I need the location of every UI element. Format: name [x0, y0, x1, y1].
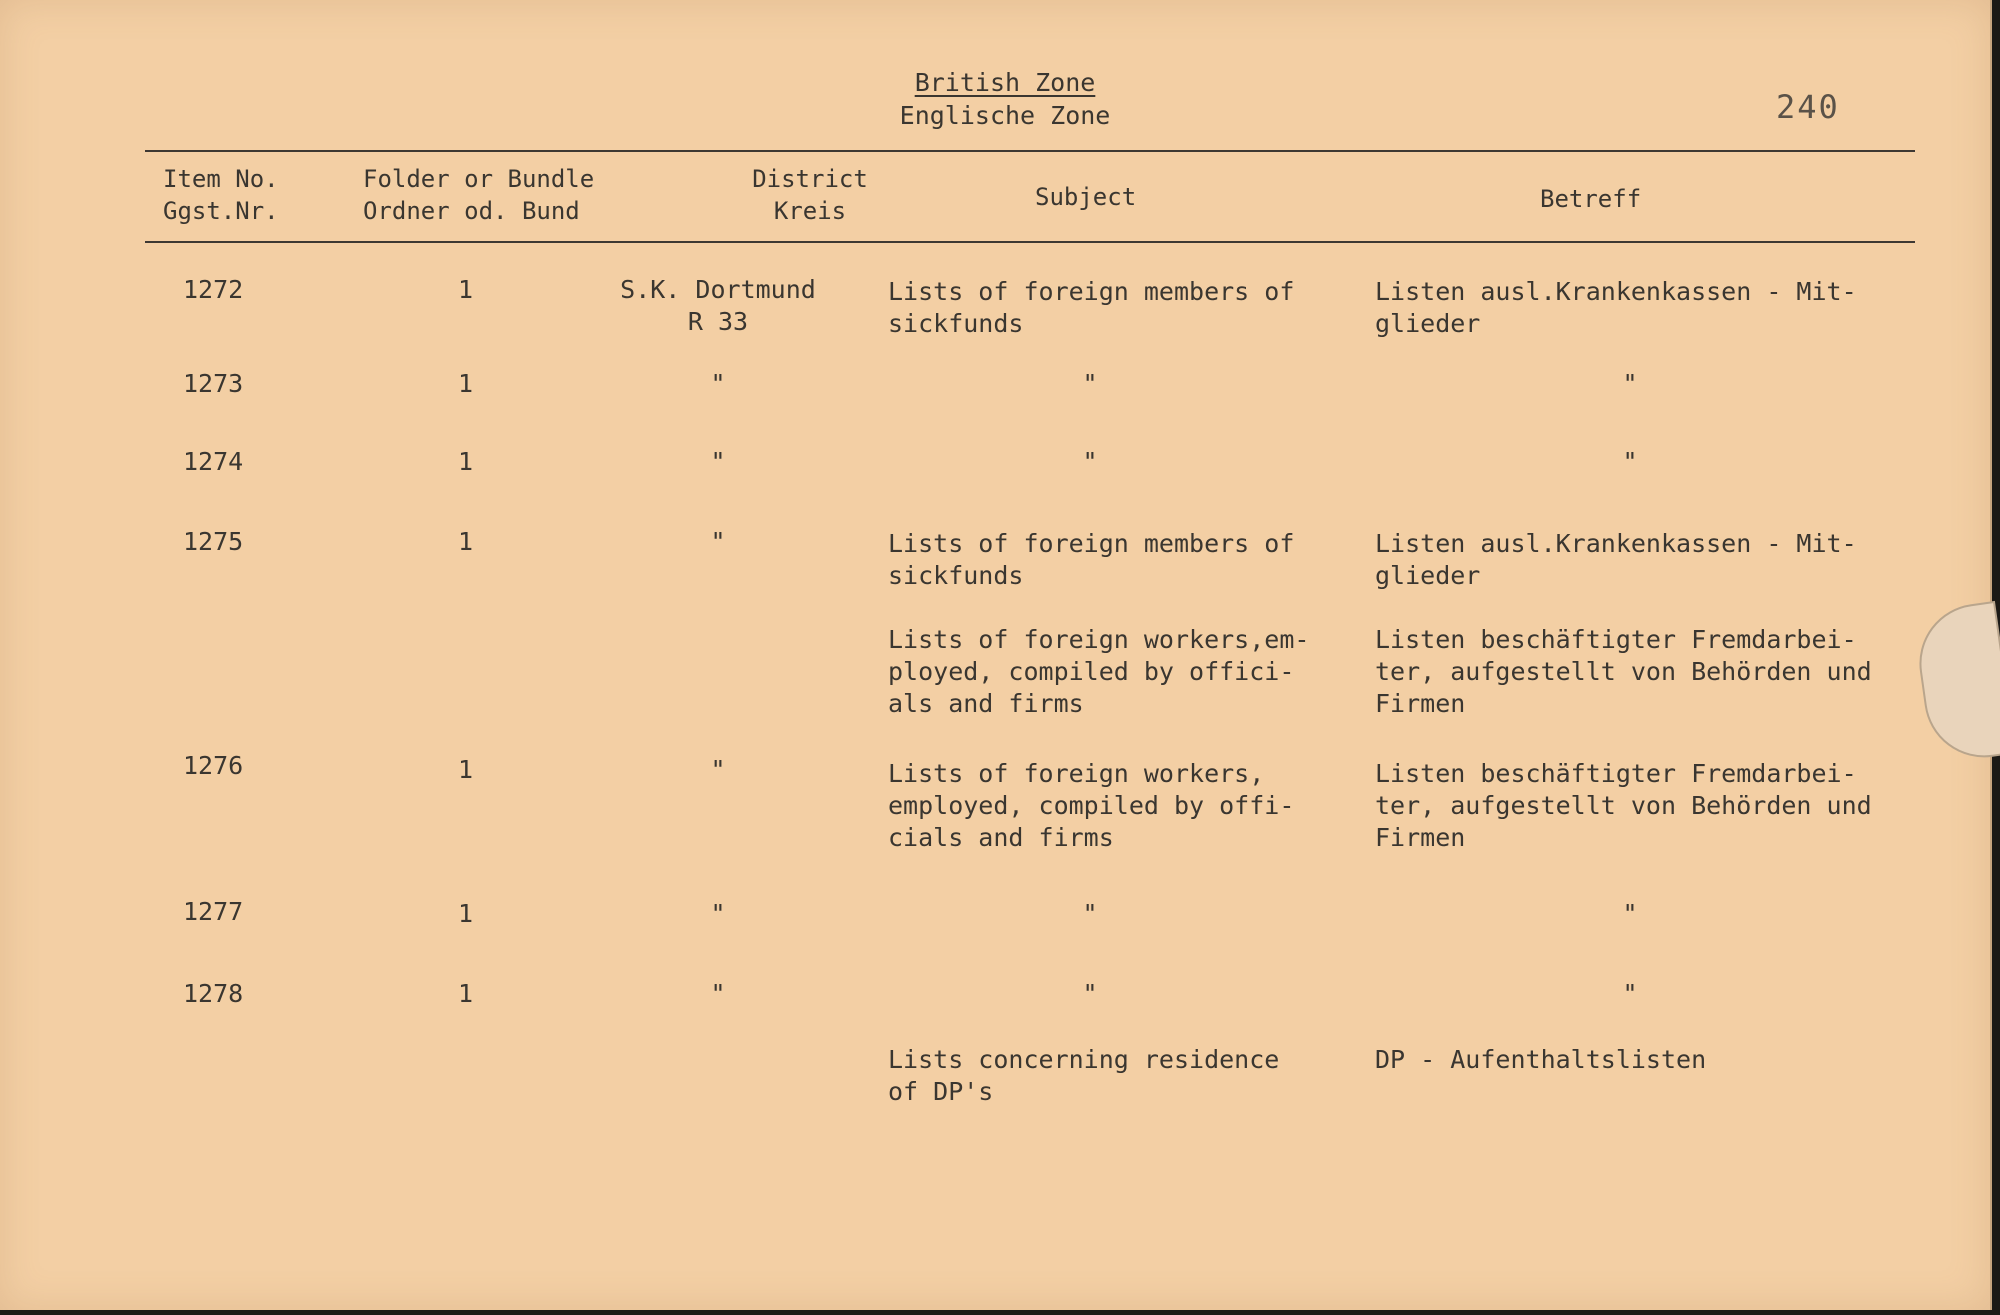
header-subject: Subject: [1035, 183, 1137, 211]
item-number: 1276: [183, 751, 244, 780]
header-district: District Kreis: [752, 165, 868, 225]
header-rule: [145, 241, 1915, 243]
folder-count: 1: [458, 899, 474, 928]
header-betreff: Betreff: [1540, 185, 1642, 213]
item-number: 1273: [183, 369, 244, 398]
folder-count: 1: [458, 275, 474, 304]
subject-continuation: Lists concerning residence of DP's: [888, 1045, 1280, 1106]
item-number: 1275: [183, 527, 244, 556]
district: ": [710, 755, 726, 784]
subject: Lists of foreign workers, employed, compiled by offi- cials and firms: [888, 759, 1295, 852]
district: ": [710, 899, 726, 928]
item-number: 1277: [183, 897, 244, 926]
folder-count: 1: [458, 979, 474, 1008]
header-item: Item No. Ggst.Nr.: [163, 165, 279, 225]
district: ": [710, 447, 726, 476]
betreff-continuation: DP - Aufenthaltslisten: [1375, 1045, 1707, 1074]
betreff-continuation: Listen beschäftigter Fremdarbei- ter, aufgestellt von Behörden und Firmen: [1375, 625, 1872, 718]
item-number: 1272: [183, 275, 244, 304]
betreff: Listen beschäftigter Fremdarbei- ter, aufgestellt von Behörden und Firmen: [1375, 759, 1872, 852]
folder-count: 1: [458, 527, 474, 556]
subject: ": [1082, 899, 1098, 928]
header-folder: Folder or Bundle Ordner od. Bund: [363, 165, 595, 225]
subject: ": [1082, 979, 1098, 1008]
item-number: 1274: [183, 447, 244, 476]
top-rule: [145, 150, 1915, 152]
zone-german: Englische Zone: [899, 101, 1111, 130]
subject: Lists of foreign members of sickfunds: [888, 277, 1295, 338]
district: S.K. Dortmund R 33: [620, 275, 816, 336]
page-number: 240: [1776, 88, 1840, 126]
zone-english: British Zone: [914, 68, 1096, 97]
betreff: ": [1622, 979, 1638, 1008]
betreff: ": [1622, 447, 1638, 476]
subject: Lists of foreign members of sickfunds: [888, 529, 1295, 590]
folder-count: 1: [458, 447, 474, 476]
district: ": [710, 369, 726, 398]
item-number: 1278: [183, 979, 244, 1008]
folder-count: 1: [458, 755, 474, 784]
district: ": [710, 979, 726, 1008]
district: ": [710, 527, 726, 556]
betreff: Listen ausl.Krankenkassen - Mit- glieder: [1375, 529, 1857, 590]
folder-count: 1: [458, 369, 474, 398]
betreff: ": [1622, 899, 1638, 928]
zone-heading: [880, 66, 1130, 132]
subject: ": [1082, 447, 1098, 476]
betreff: ": [1622, 369, 1638, 398]
subject-continuation: Lists of foreign workers,em- ployed, compiled by offici- als and firms: [888, 625, 1310, 718]
subject: ": [1082, 369, 1098, 398]
betreff: Listen ausl.Krankenkassen - Mit- glieder: [1375, 277, 1857, 338]
